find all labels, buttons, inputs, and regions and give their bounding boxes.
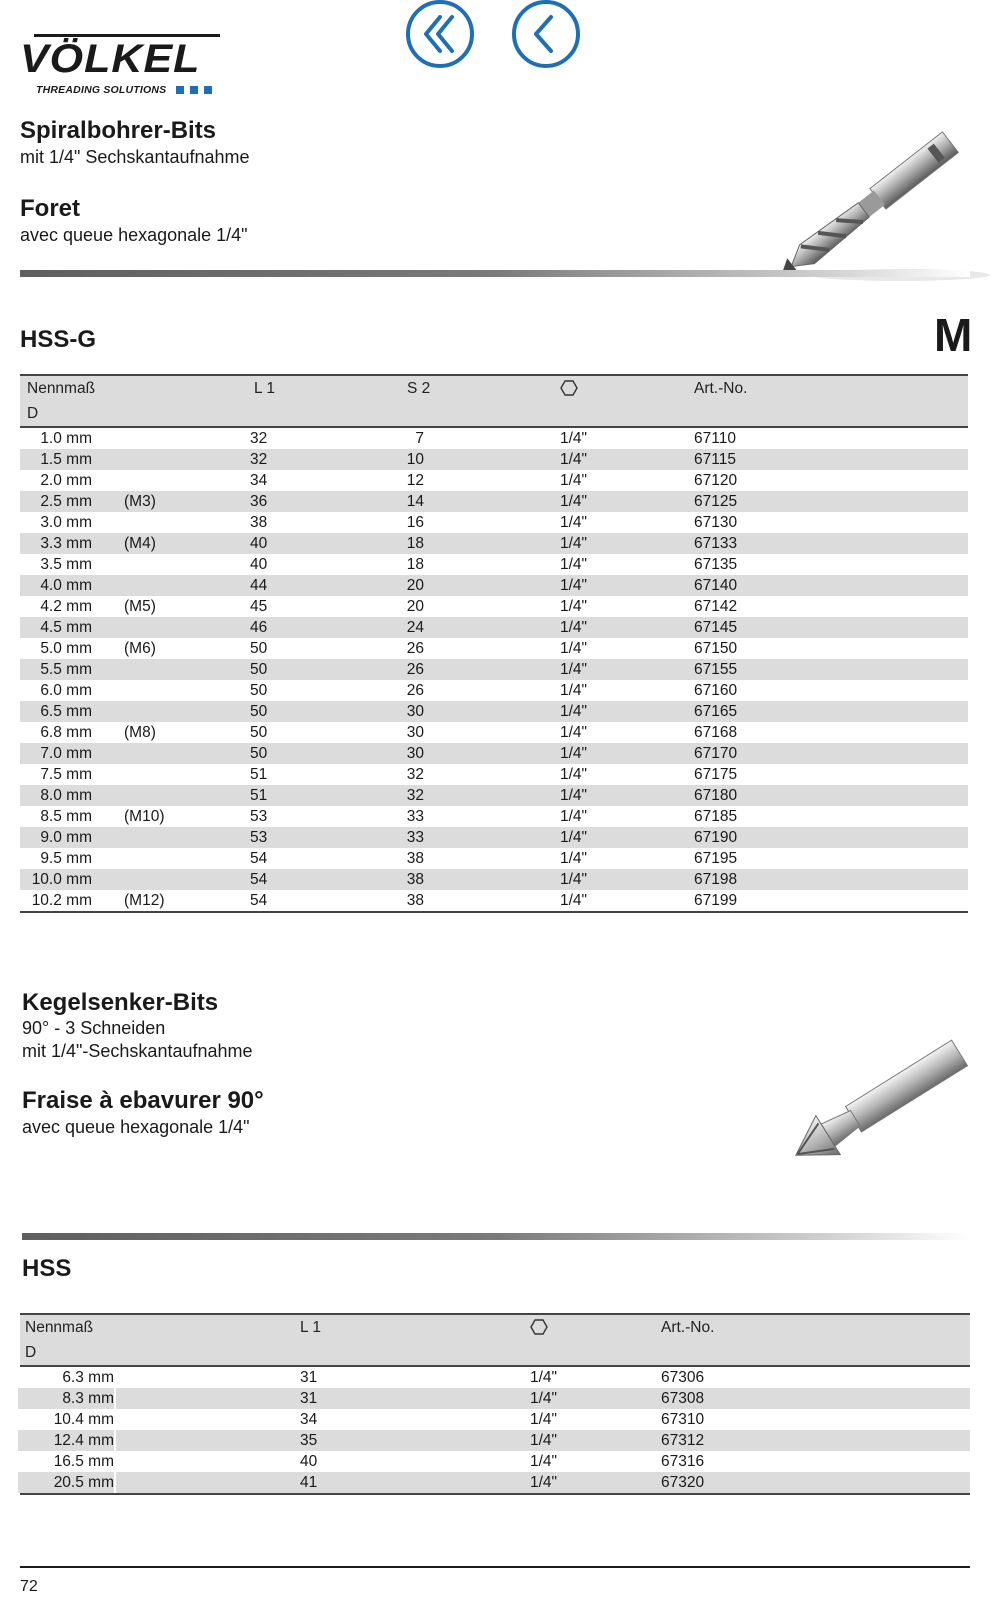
cell-diameter: 1.5 mm <box>40 451 92 468</box>
product2-title-de: Kegelsenker-Bits <box>22 989 219 1016</box>
product1-table <box>20 374 968 913</box>
hexagon-icon <box>530 1319 548 1335</box>
table-row <box>20 701 968 722</box>
table-row <box>20 1430 970 1451</box>
product1-subtitle-de: mit 1/4" Sechskantaufnahme <box>20 147 250 167</box>
cell-spacer <box>116 1451 296 1472</box>
volkel-logo <box>20 32 220 98</box>
cell-thread-size: (M10) <box>124 808 165 825</box>
cell-diameter: 2.5 mm <box>40 493 92 510</box>
cell-l1: 53 <box>250 808 268 825</box>
cell-s2: 32 <box>406 787 424 804</box>
table-row <box>20 449 968 470</box>
cell-hex: 1/4" <box>560 724 588 741</box>
product2-material: HSS <box>22 1255 72 1282</box>
cell-thread-size <box>110 743 248 764</box>
column-header-d: D <box>27 404 39 422</box>
table-row <box>20 638 968 659</box>
table-row <box>20 533 968 554</box>
cell-hex: 1/4" <box>560 577 588 594</box>
product1-subtitle-fr: avec queue hexagonale 1/4" <box>20 225 248 245</box>
logo-blue-square <box>190 86 198 94</box>
cell-diameter: 9.0 mm <box>40 829 92 846</box>
cell-thread-size <box>110 680 248 701</box>
cell-l1: 50 <box>250 724 268 741</box>
cell-l1: 53 <box>250 829 268 846</box>
table-row <box>20 848 968 869</box>
cell-hex: 1/4" <box>560 556 588 573</box>
cell-hex: 1/4" <box>560 682 588 699</box>
cell-s2: 30 <box>406 724 424 741</box>
cell-diameter: 10.0 mm <box>31 871 92 888</box>
cell-l1: 51 <box>250 787 268 804</box>
cell-diameter: 4.0 mm <box>40 577 92 594</box>
cell-artno: 67140 <box>694 577 738 594</box>
cell-artno: 67170 <box>694 745 738 762</box>
cell-diameter: 4.2 mm <box>40 598 92 615</box>
cell-l1: 36 <box>250 493 268 510</box>
table-row <box>20 659 968 680</box>
table-row <box>20 764 968 785</box>
cell-hex: 1/4" <box>560 808 588 825</box>
cell-hex: 1/4" <box>530 1390 558 1407</box>
cell-hex: 1/4" <box>560 598 588 615</box>
cell-s2: 38 <box>406 892 424 909</box>
logo-wordmark: VÖLKEL <box>20 36 201 82</box>
table-row <box>20 470 968 491</box>
cell-thread-size <box>110 785 248 806</box>
cell-s2: 18 <box>406 535 424 552</box>
column-header-nennmass: Nennmaß <box>27 379 96 397</box>
cell-thread-size <box>110 701 248 722</box>
cell-hex: 1/4" <box>560 745 588 762</box>
cell-thread-size <box>110 427 248 449</box>
cell-l1: 51 <box>250 766 268 783</box>
cell-l1: 50 <box>250 745 268 762</box>
column-header-hex <box>544 375 680 401</box>
cell-l1: 38 <box>250 514 268 531</box>
cell-s2: 18 <box>406 556 424 573</box>
cell-diameter: 6.0 mm <box>40 682 92 699</box>
table-row <box>20 427 968 449</box>
cell-thread-size <box>110 575 248 596</box>
column-header-l1: L 1 <box>254 379 275 397</box>
cell-hex: 1/4" <box>530 1369 558 1386</box>
product1-title-fr: Foret <box>20 195 80 222</box>
cell-artno: 67198 <box>694 871 738 888</box>
column-header-artno: Art.-No. <box>694 379 748 397</box>
table-row <box>20 806 968 827</box>
cell-thread-size <box>110 848 248 869</box>
cell-s2: 20 <box>406 577 424 594</box>
column-header-hex <box>530 1314 660 1340</box>
back-button[interactable] <box>512 0 580 68</box>
table-row <box>20 869 968 890</box>
cell-diameter: 6.3 mm <box>62 1369 114 1386</box>
cell-thread-size: (M4) <box>124 535 156 552</box>
cell-l1: 50 <box>250 682 268 699</box>
cell-diameter: 20.5 mm <box>53 1474 114 1491</box>
cell-diameter: 8.3 mm <box>62 1390 114 1407</box>
cell-l1: 54 <box>250 850 268 867</box>
product2-subtitle-fr: avec queue hexagonale 1/4" <box>22 1117 250 1137</box>
cell-s2: 33 <box>406 829 424 846</box>
cell-s2: 26 <box>406 682 424 699</box>
cell-thread-size <box>110 617 248 638</box>
table-row <box>20 491 968 512</box>
cell-diameter: 10.4 mm <box>53 1411 114 1428</box>
cell-diameter: 10.2 mm <box>31 892 92 909</box>
cell-artno: 67185 <box>694 808 738 825</box>
cell-diameter: 7.5 mm <box>40 766 92 783</box>
cell-thread-size: (M12) <box>124 892 165 909</box>
cell-artno: 67115 <box>694 451 736 468</box>
cell-l1: 54 <box>250 871 268 888</box>
cell-diameter: 5.5 mm <box>40 661 92 678</box>
logo-blue-square <box>204 86 212 94</box>
cell-artno: 67150 <box>694 640 738 657</box>
chevron-left-icon <box>516 4 576 64</box>
cell-hex: 1/4" <box>560 451 588 468</box>
table-row <box>20 596 968 617</box>
cell-hex: 1/4" <box>560 661 588 678</box>
cell-hex: 1/4" <box>560 493 588 510</box>
cell-hex: 1/4" <box>560 871 588 888</box>
cell-l1: 44 <box>250 577 268 594</box>
cell-spacer <box>116 1366 296 1388</box>
cell-artno: 67155 <box>694 661 738 678</box>
cell-artno: 67145 <box>694 619 738 636</box>
table-row <box>20 722 968 743</box>
table-header-row <box>20 401 968 427</box>
cell-l1: 40 <box>250 556 268 573</box>
cell-artno: 67320 <box>661 1474 705 1491</box>
cell-artno: 67310 <box>661 1411 705 1428</box>
cell-diameter: 6.5 mm <box>40 703 92 720</box>
first-page-button[interactable] <box>406 0 474 68</box>
cell-hex: 1/4" <box>560 472 588 489</box>
cell-hex: 1/4" <box>560 535 588 552</box>
cell-artno: 67142 <box>694 598 738 615</box>
cell-s2: 16 <box>406 514 424 531</box>
cell-artno: 67306 <box>661 1369 705 1386</box>
cell-l1: 40 <box>300 1453 318 1470</box>
table-row <box>20 827 968 848</box>
cell-spacer <box>116 1430 296 1451</box>
table-row <box>20 1451 970 1472</box>
cell-l1: 50 <box>250 703 268 720</box>
cell-thread-size: (M3) <box>124 493 156 510</box>
section-divider <box>22 1233 970 1240</box>
cell-thread-size: (M6) <box>124 640 156 657</box>
cell-artno: 67168 <box>694 724 738 741</box>
cell-artno: 67312 <box>661 1432 705 1449</box>
cell-artno: 67195 <box>694 850 738 867</box>
column-header-l1: L 1 <box>300 1318 321 1336</box>
cell-l1: 31 <box>300 1390 318 1407</box>
cell-diameter: 12.4 mm <box>53 1432 114 1449</box>
cell-l1: 34 <box>250 472 268 489</box>
cell-spacer <box>116 1472 296 1494</box>
table-row <box>20 575 968 596</box>
cell-l1: 45 <box>250 598 268 615</box>
cell-diameter: 8.0 mm <box>40 787 92 804</box>
cell-hex: 1/4" <box>560 850 588 867</box>
table-header-row <box>20 375 968 401</box>
cell-spacer <box>116 1409 296 1430</box>
cell-hex: 1/4" <box>530 1453 558 1470</box>
cell-artno: 67133 <box>694 535 738 552</box>
table-row <box>20 743 968 764</box>
product1-title-de: Spiralbohrer-Bits <box>20 117 217 144</box>
cell-hex: 1/4" <box>560 766 588 783</box>
logo-tagline: THREADING SOLUTIONS <box>36 84 167 96</box>
hexagon-icon <box>560 380 578 396</box>
section-divider <box>20 270 970 277</box>
cell-hex: 1/4" <box>560 430 588 447</box>
table-row <box>20 1409 970 1430</box>
cell-diameter: 9.5 mm <box>40 850 92 867</box>
cell-l1: 50 <box>250 640 268 657</box>
cell-artno: 67160 <box>694 682 738 699</box>
table-row <box>20 785 968 806</box>
product2-table <box>20 1313 970 1495</box>
cell-diameter: 3.3 mm <box>40 535 92 552</box>
product1-material: HSS-G <box>20 326 97 353</box>
table-header-row <box>20 1340 970 1366</box>
table-row <box>20 1388 970 1409</box>
cell-artno: 67175 <box>694 766 738 783</box>
cell-diameter: 5.0 mm <box>40 640 92 657</box>
cell-s2: 24 <box>406 619 424 636</box>
cell-artno: 67308 <box>661 1390 705 1407</box>
table-row <box>20 890 968 912</box>
cell-thread-size <box>110 827 248 848</box>
cell-s2: 26 <box>406 661 424 678</box>
countersink-bit-image <box>770 1010 990 1200</box>
cell-hex: 1/4" <box>560 514 588 531</box>
cell-s2: 32 <box>406 766 424 783</box>
cell-artno: 67120 <box>694 472 738 489</box>
logo-blue-square <box>176 86 184 94</box>
double-chevron-left-icon <box>410 4 470 64</box>
cell-s2: 7 <box>415 430 424 447</box>
cell-hex: 1/4" <box>560 787 588 804</box>
table-row <box>20 1472 970 1494</box>
cell-thread-size <box>110 869 248 890</box>
cell-s2: 38 <box>406 871 424 888</box>
cell-thread-size <box>110 764 248 785</box>
cell-s2: 30 <box>406 703 424 720</box>
cell-thread-size <box>110 512 248 533</box>
table-header-row <box>20 1314 970 1340</box>
cell-thread-size <box>110 470 248 491</box>
cell-hex: 1/4" <box>530 1411 558 1428</box>
section-letter: M <box>934 309 973 361</box>
cell-artno: 67199 <box>694 892 738 909</box>
cell-thread-size: (M5) <box>124 598 156 615</box>
column-header-d: D <box>25 1343 37 1361</box>
cell-diameter: 16.5 mm <box>53 1453 114 1470</box>
table-row <box>20 512 968 533</box>
cell-hex: 1/4" <box>560 829 588 846</box>
cell-artno: 67180 <box>694 787 738 804</box>
cell-artno: 67316 <box>661 1453 705 1470</box>
cell-hex: 1/4" <box>560 640 588 657</box>
cell-s2: 30 <box>406 745 424 762</box>
product2-subtitle-de-2: mit 1/4"-Sechskantaufnahme <box>22 1041 253 1061</box>
cell-l1: 35 <box>300 1432 318 1449</box>
cell-diameter: 6.8 mm <box>40 724 92 741</box>
cell-artno: 67125 <box>694 493 738 510</box>
cell-l1: 32 <box>250 430 268 447</box>
cell-l1: 46 <box>250 619 268 636</box>
cell-diameter: 8.5 mm <box>40 808 92 825</box>
cell-l1: 40 <box>250 535 268 552</box>
cell-diameter: 7.0 mm <box>40 745 92 762</box>
column-header-nennmass: Nennmaß <box>25 1318 94 1336</box>
cell-hex: 1/4" <box>560 619 588 636</box>
cell-s2: 26 <box>406 640 424 657</box>
cell-l1: 41 <box>300 1474 318 1491</box>
cell-hex: 1/4" <box>560 703 588 720</box>
table-row <box>20 680 968 701</box>
column-header-artno: Art.-No. <box>661 1318 715 1336</box>
cell-hex: 1/4" <box>530 1432 558 1449</box>
table-row <box>20 1366 970 1388</box>
cell-spacer <box>116 1388 296 1409</box>
cell-thread-size <box>110 659 248 680</box>
cell-s2: 14 <box>406 493 424 510</box>
cell-diameter: 4.5 mm <box>40 619 92 636</box>
cell-artno: 67165 <box>694 703 738 720</box>
table-row <box>20 554 968 575</box>
footer-rule <box>20 1566 970 1568</box>
cell-l1: 50 <box>250 661 268 678</box>
cell-artno: 67135 <box>694 556 738 573</box>
cell-diameter: 2.0 mm <box>40 472 92 489</box>
cell-artno: 67130 <box>694 514 738 531</box>
cell-diameter: 3.5 mm <box>40 556 92 573</box>
cell-s2: 10 <box>406 451 424 468</box>
page-number: 72 <box>20 1578 38 1595</box>
column-header-s2: S 2 <box>407 379 431 397</box>
cell-s2: 12 <box>406 472 424 489</box>
cell-thread-size: (M8) <box>124 724 156 741</box>
cell-s2: 33 <box>406 808 424 825</box>
cell-thread-size <box>110 554 248 575</box>
product2-title-fr: Fraise à ebavurer 90° <box>22 1087 264 1114</box>
cell-hex: 1/4" <box>530 1474 558 1491</box>
cell-diameter: 3.0 mm <box>40 514 92 531</box>
cell-l1: 32 <box>250 451 268 468</box>
cell-s2: 38 <box>406 850 424 867</box>
cell-hex: 1/4" <box>560 892 588 909</box>
cell-l1: 34 <box>300 1411 318 1428</box>
cell-l1: 31 <box>300 1369 318 1386</box>
cell-s2: 20 <box>406 598 424 615</box>
cell-artno: 67110 <box>694 430 736 447</box>
cell-thread-size <box>110 449 248 470</box>
cell-l1: 54 <box>250 892 268 909</box>
cell-diameter: 1.0 mm <box>40 430 92 447</box>
table-row <box>20 617 968 638</box>
product2-subtitle-de-1: 90° - 3 Schneiden <box>22 1018 166 1038</box>
cell-artno: 67190 <box>694 829 738 846</box>
